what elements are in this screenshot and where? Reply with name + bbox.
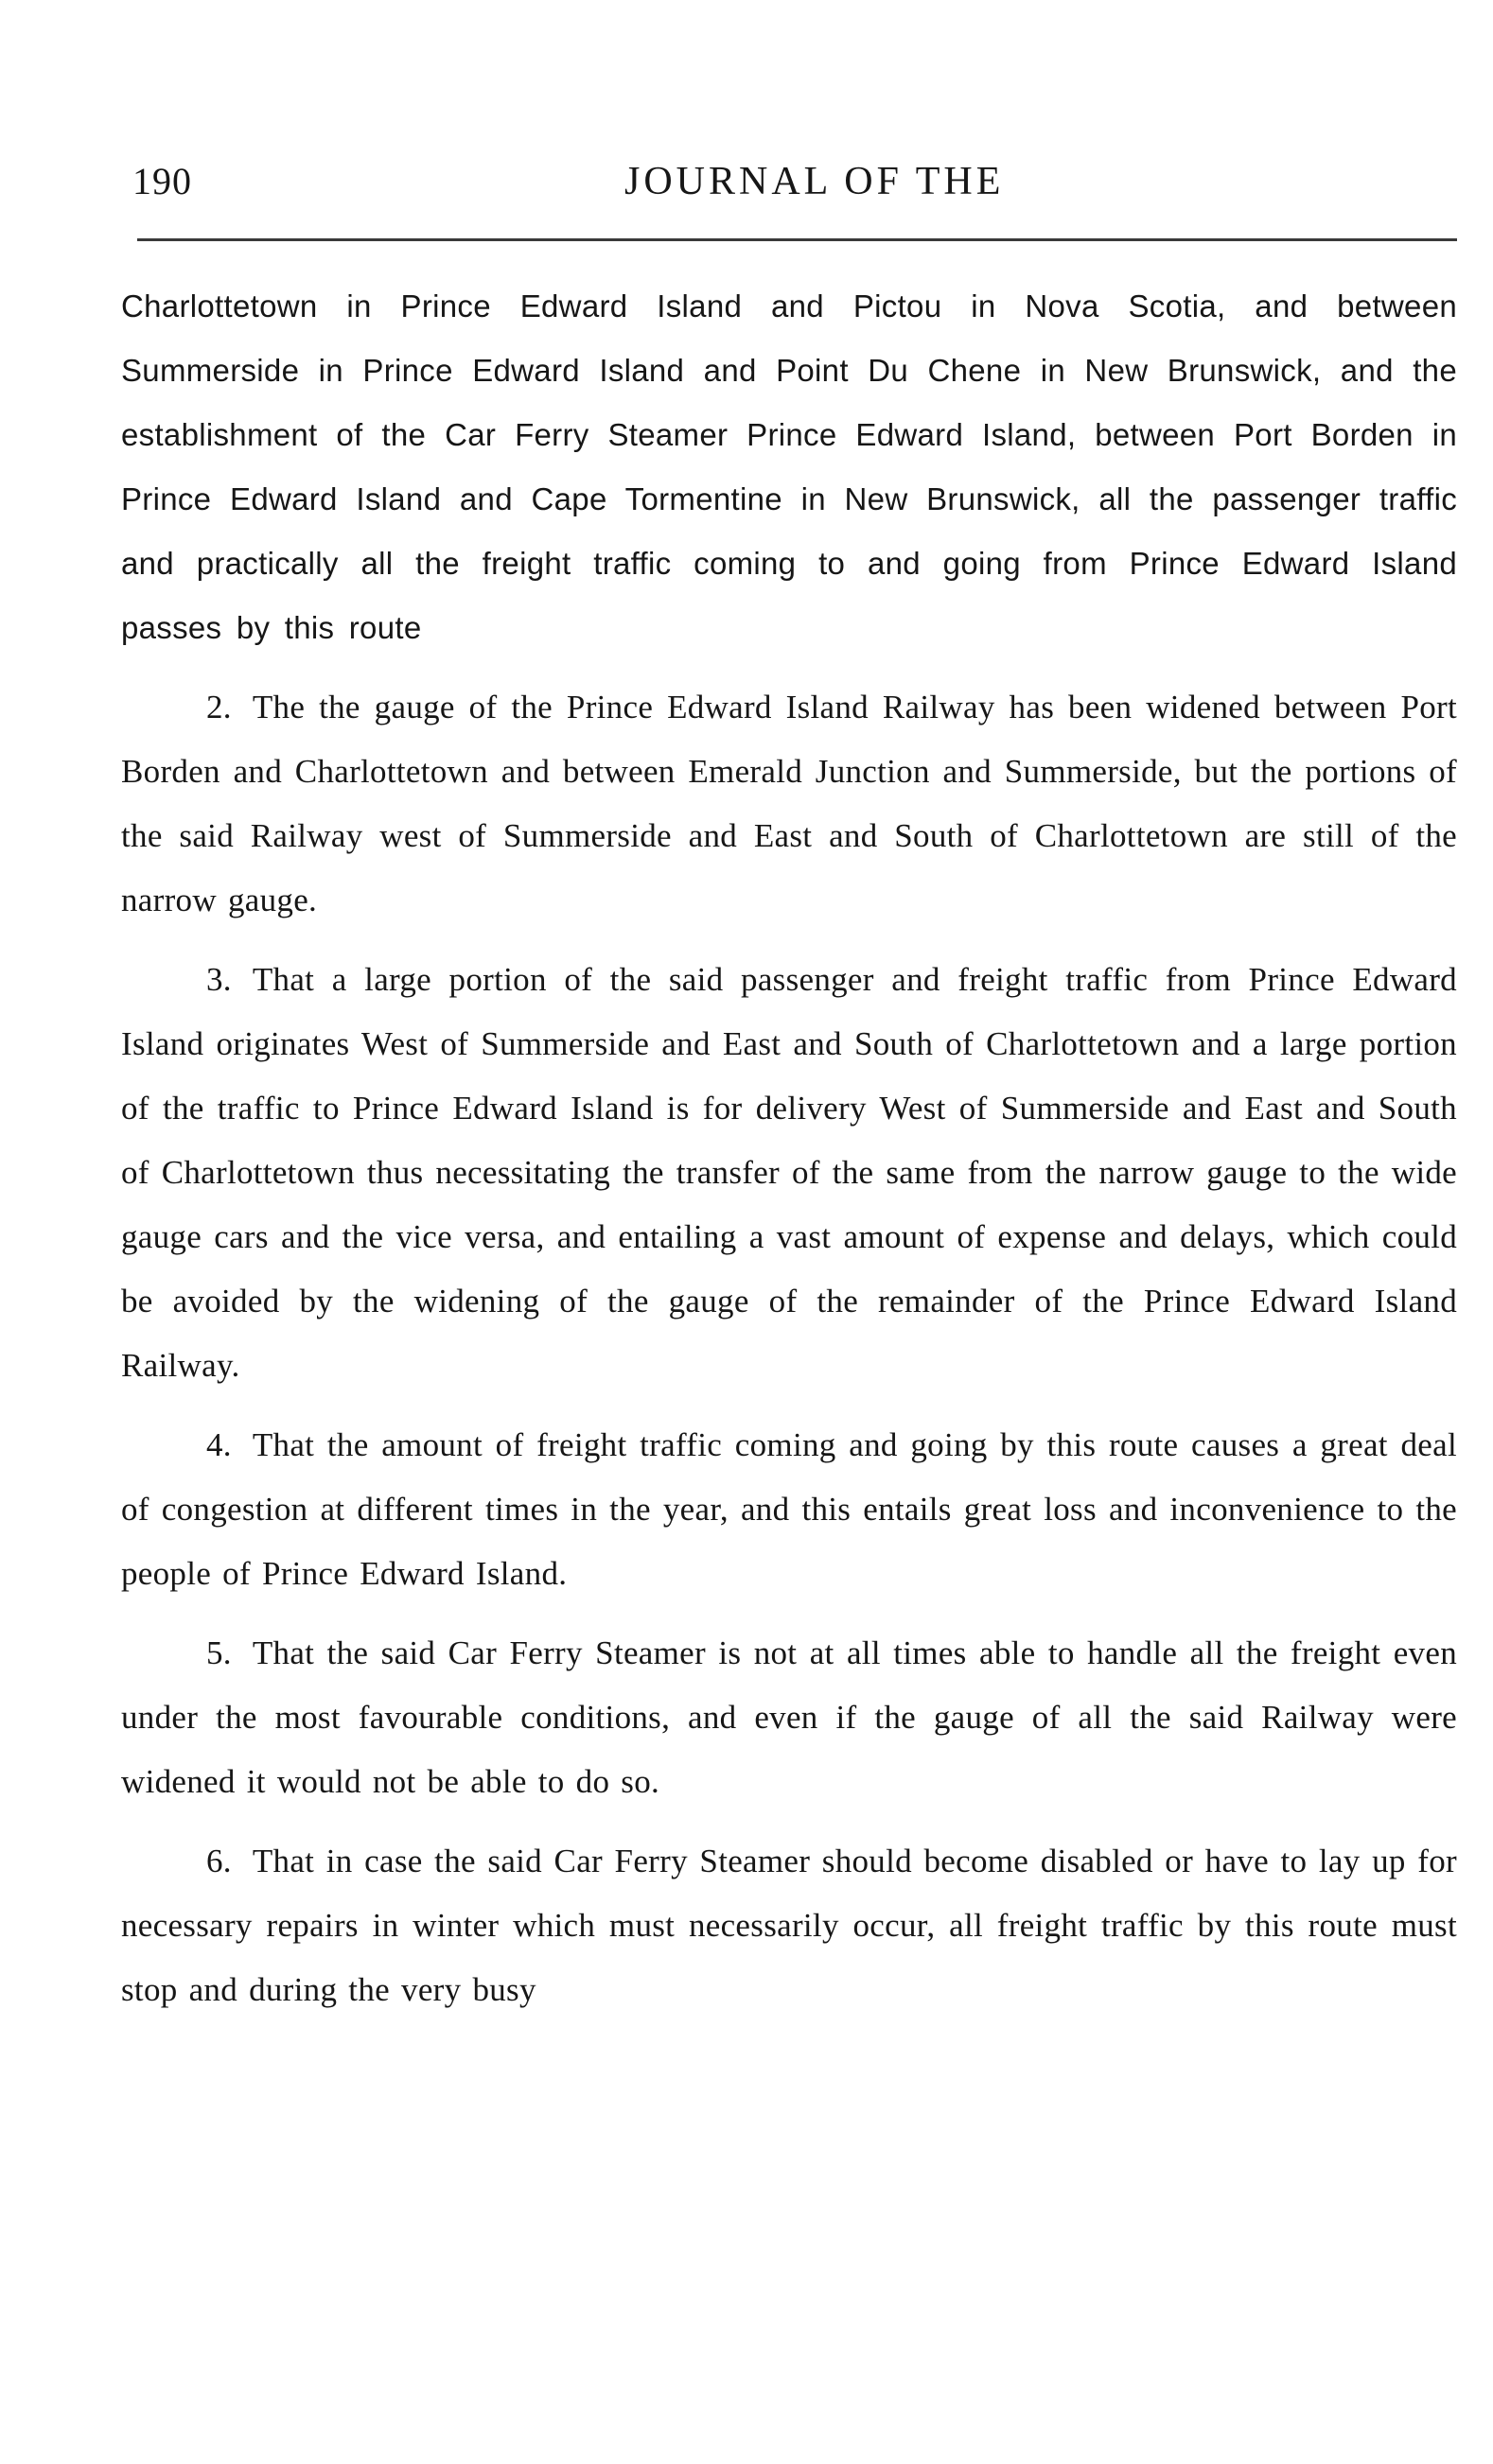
paragraph-6 [121, 1829, 1457, 2022]
paragraph-number: 4. [206, 1426, 232, 1463]
paragraph-text: That a large portion of the said passenger and freight traffic from Prince Edward Island originates West of Summerside and East and South of Charlottetown and a large portion of the traffic to Prince Edward Island is for delivery West of Summerside and East and South of Charlottetown thus necessitating the transfer of the same from the narrow gauge to the wide gauge cars and the vice versa, and entailing a vast amount of expense and delays, which could be avoided by the widening of the gauge of the remainder of the Prince Edward Island Railway. [121, 961, 1457, 1384]
paragraph-number: 5. [206, 1634, 232, 1671]
paragraph-continued [121, 274, 1457, 660]
paragraph-text: Charlottetown in Prince Edward Island and Pictou in Nova Scotia, and between Summerside in Prince Edward Island and Point Du Chene in New Brunswick, and the establishment of the Car Ferry Steamer Prince Edward Island, between Port Borden in Prince Edward Island and Cape Tormentine in New Brunswick, all the passenger traffic and practically all the freight traffic coming to and going from Prince Edward Island passes by this route [121, 288, 1457, 645]
paragraph-5 [121, 1621, 1457, 1814]
page-number: 190 [132, 160, 192, 202]
paragraph-number: 2. [206, 689, 232, 725]
paragraph-number: 6. [206, 1843, 232, 1879]
paragraph-text: That the said Car Ferry Steamer is not at all times able to handle all the freight even under the most favourable conditions, and even if the gauge of all the said Railway were widened it would not be able to do so. [121, 1634, 1457, 1800]
paragraph-4 [121, 1413, 1457, 1606]
running-head: JOURNAL OF THE [624, 160, 1005, 203]
paragraph-text: That the amount of freight traffic coming and going by this route causes a great deal of congestion at different times in the year, and this entails great loss and inconvenience to the people of Prince Edward Island. [121, 1426, 1457, 1592]
paragraph-number: 3. [206, 961, 232, 998]
paragraph-text: That in case the said Car Ferry Steamer should become disabled or have to lay up for necessary repairs in winter which must necessarily occur, all freight traffic by this route must stop and during the very busy [121, 1843, 1457, 2008]
paragraph-text: The the gauge of the Prince Edward Island Railway has been widened between Port Borden and Charlottetown and between Emerald Junction and Summerside, but the portions of the said Railway west of Summerside and East and South of Charlottetown are still of the narrow gauge. [121, 689, 1457, 918]
header-rule [137, 238, 1457, 241]
paragraph-3 [121, 948, 1457, 1398]
page-header [132, 159, 1457, 227]
paragraph-2 [121, 675, 1457, 933]
body-text [121, 274, 1457, 2037]
